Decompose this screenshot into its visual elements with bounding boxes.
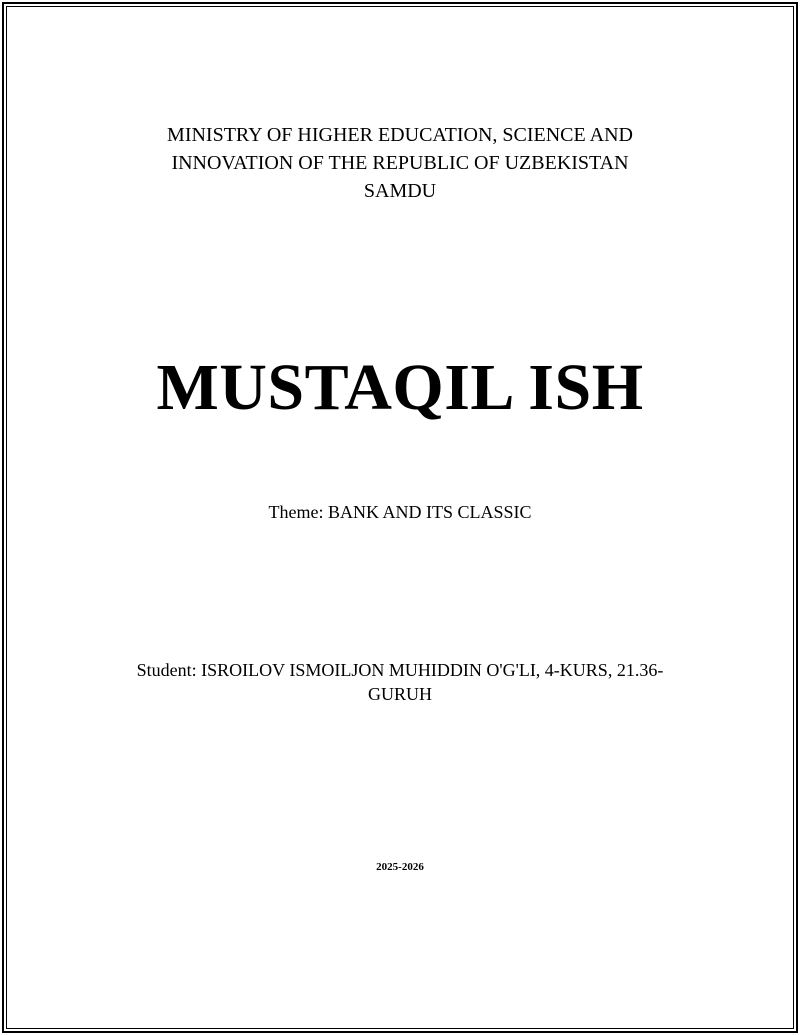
- student-line-2: GURUH: [367, 684, 432, 704]
- student-line-1: Student: ISROILOV ISMOILJON MUHIDDIN O'G'LI, 4-KURS, 21.36-: [136, 660, 664, 680]
- academic-year: 2025-2026: [376, 861, 424, 873]
- ministry-line-1: MINISTRY OF HIGHER EDUCATION, SCIENCE AND: [167, 124, 633, 146]
- student-info: [100, 658, 700, 706]
- document-title: MUSTAQIL ISH: [156, 351, 644, 424]
- ministry-line-2: INNOVATION OF THE REPUBLIC OF UZBEKISTAN: [171, 152, 629, 174]
- theme-line: Theme: BANK AND ITS CLASSIC: [268, 502, 532, 522]
- ministry-header: [0, 121, 800, 205]
- university-name: SAMDU: [363, 180, 437, 202]
